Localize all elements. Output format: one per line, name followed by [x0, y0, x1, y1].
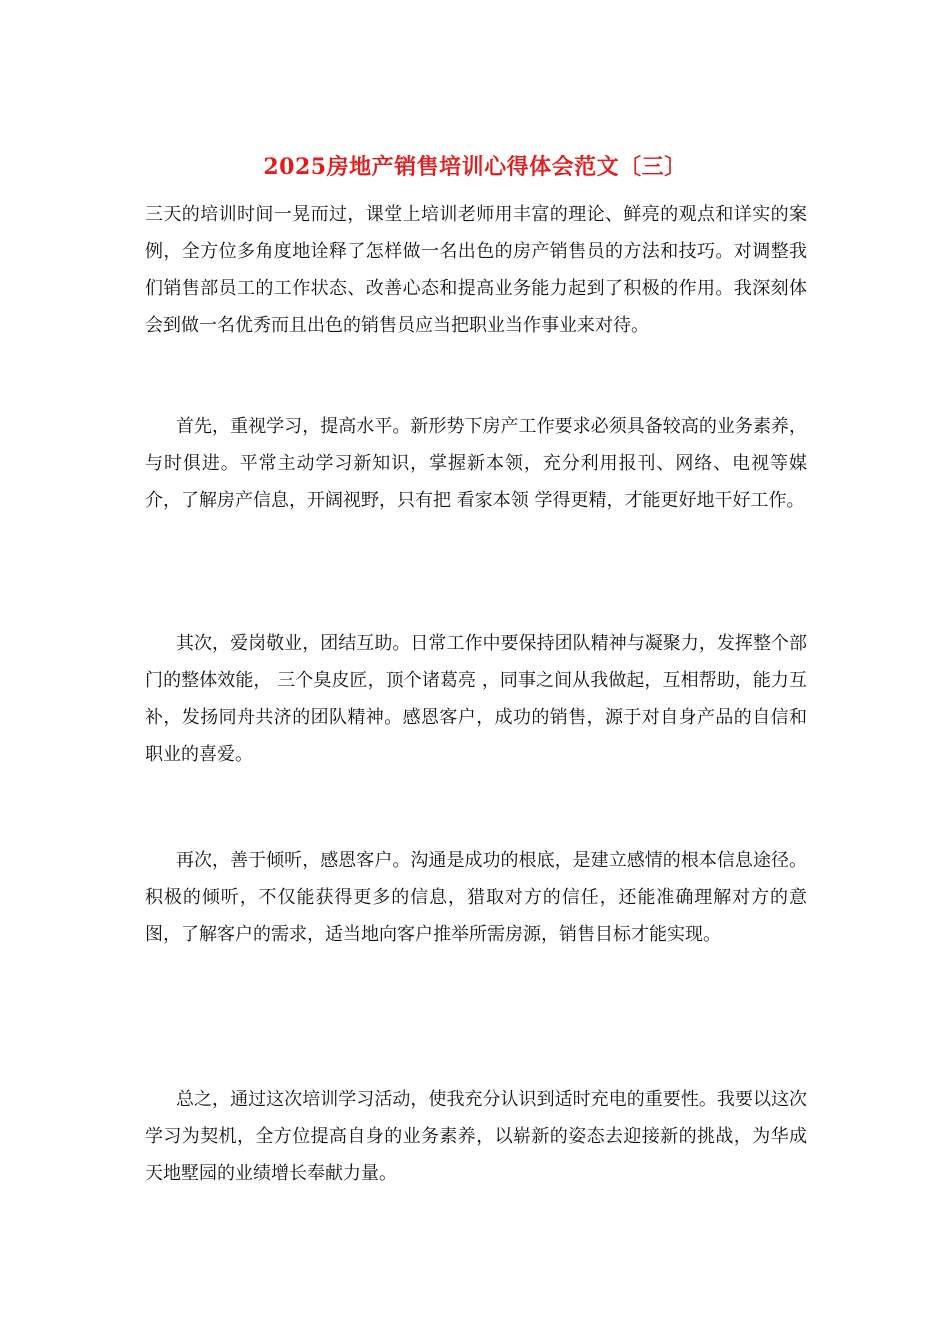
- paragraph-intro: 三天的培训时间一晃而过，课堂上培训老师用丰富的理论、鲜亮的观点和详实的案例，全方位多角度地诠释了怎样做一名出色的房产销售员的方法和技巧。对调整我们销售部员工的工作状态、改善心态和提高业务能力起到了积极的作用。我深刻体会到做一名优秀而且出色的销售员应当把职业当作事业来对待。: [145, 204, 807, 336]
- paragraph-conclusion: 总之，通过这次培训学习活动，使我充分认识到适时充电的重要性。我要以这次学习为契机，全方位提高自身的业务素养，以崭新的姿态去迎接新的挑战，为华成天地墅园的业绩增长奉献力量。: [145, 1089, 807, 1184]
- paragraph-second-point: 其次，爱岗敬业，团结互助。日常工作中要保持团队精神与凝聚力，发挥整个部门的整体效能， 三个臭皮匠，顶个诸葛亮 ，同事之间从我做起，互相帮助，能力互补，发扬同舟共济的团队精神。感恩客户，成功的销售，源于对自身产品的自信和职业的喜爱。: [145, 633, 807, 765]
- paragraph-third-point: 再次，善于倾听，感恩客户。沟通是成功的根底，是建立感情的根本信息途径。积极的倾听，不仅能获得更多的信息，猎取对方的信任，还能准确理解对方的意图，了解客户的需求，适当地向客户推举所需房源，销售目标才能实现。: [145, 850, 807, 945]
- paragraph-first-point: 首先，重视学习，提高水平。新形势下房产工作要求必须具备较高的业务素养，与时俱进。平常主动学习新知识，掌握新本领，充分利用报刊、网络、电视等媒介，了解房产信息，开阔视野，只有把 看家本领 学得更精，才能更好地干好工作。: [145, 416, 807, 511]
- page-title: 2025房地产销售培训心得体会范文〔三〕: [263, 154, 687, 180]
